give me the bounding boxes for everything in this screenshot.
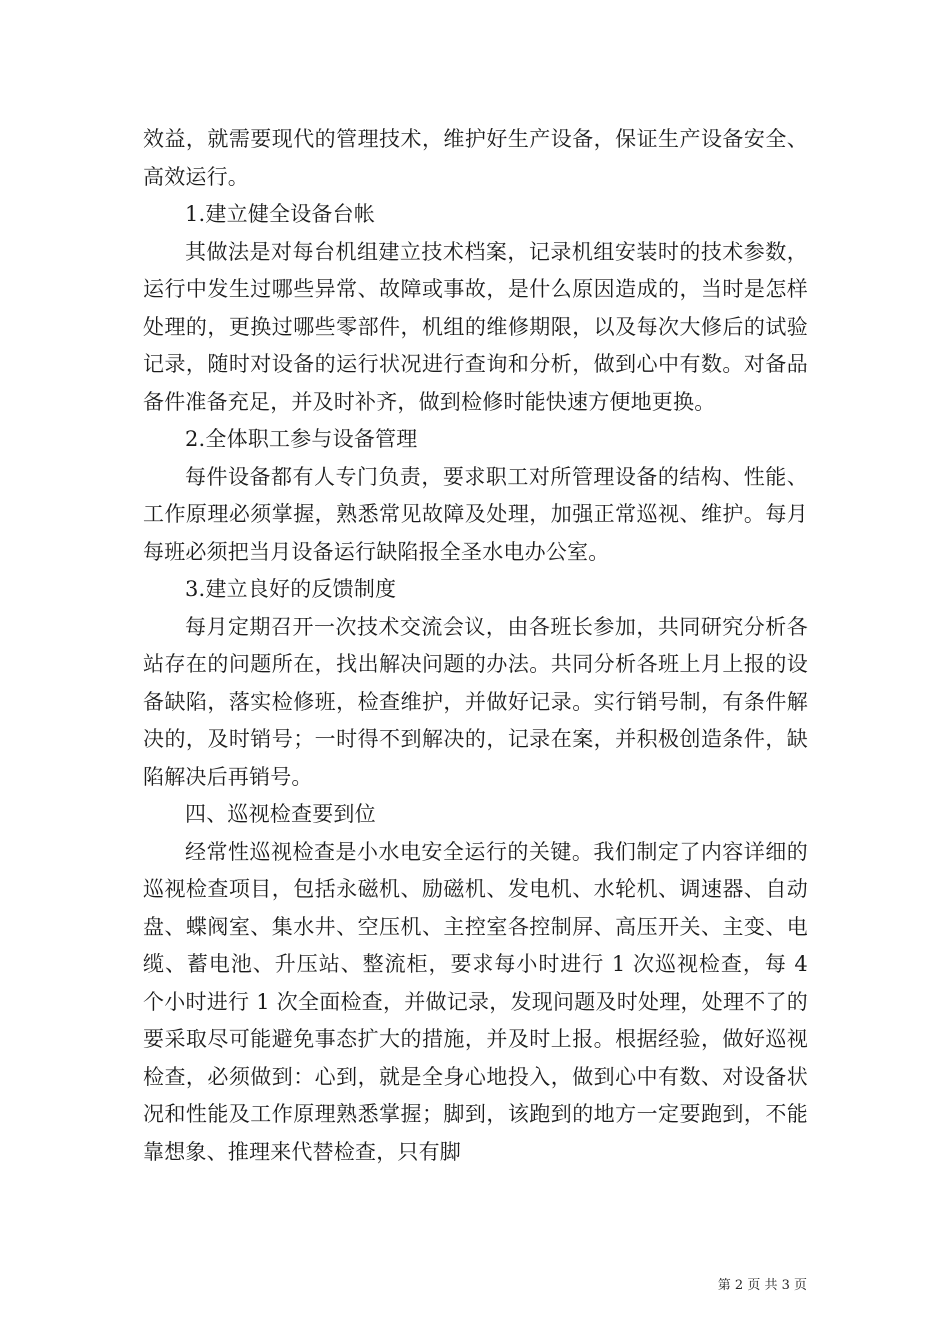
page-number: 第 2 页 共 3 页 (717, 1278, 807, 1293)
section-heading: 四、巡视检查要到位 (185, 802, 376, 826)
paragraph: 每件设备都有人专门负责，要求职工对所管理设备的结构、性能、工作原理必须掌握，熟悉常见故障及处理，加强正常巡视、维护。每月每班必须把当月设备运行缺陷报全圣水电办公室。 (143, 464, 808, 564)
section-heading: 3.建立良好的反馈制度 (185, 577, 397, 601)
document-body (143, 121, 808, 1171)
paragraph: 其做法是对每台机组建立技术档案，记录机组安装时的技术参数，运行中发生过哪些异常、故障或事故，是什么原因造成的，当时是怎样处理的，更换过哪些零部件，机组的维修期限，以及每次大修后的试验记录，随时对设备的运行状况进行查询和分析，做到心中有数。对备品备件准备充足，并及时补齐，做到检修时能快速方便地更换。 (143, 239, 808, 414)
section-heading: 1.建立健全设备台帐 (185, 202, 376, 226)
section-heading: 2.全体职工参与设备管理 (185, 427, 418, 451)
paragraph: 效益，就需要现代的管理技术，维护好生产设备，保证生产设备安全、高效运行。 (143, 127, 808, 189)
paragraph: 经常性巡视检查是小水电安全运行的关键。我们制定了内容详细的巡视检查项目，包括永磁机、励磁机、发电机、水轮机、调速器、自动盘、蝶阀室、集水井、空压机、主控室各控制屏、高压开关、主变、电缆、蓄电池、升压站、整流柜，要求每小时进行 1 次巡视检查，每 4 个小时进行 1 次全面检查，并做记录，发现问题及时处理，处理不了的要采取尽可能避免事态扩大的措施，并及时上报。根据经验，做好巡视检查，必须做到：心到，就是全身心地投入，做到心中有数、对设备状况和性能及工作原理熟悉掌握；脚到，该跑到的地方一定要跑到，不能靠想象、推理来代替检查，只有脚 (143, 839, 808, 1164)
paragraph: 每月定期召开一次技术交流会议，由各班长参加，共同研究分析各站存在的问题所在，找出解决问题的办法。共同分析各班上月上报的设备缺陷，落实检修班，检查维护，并做好记录。实行销号制，有条件解决的，及时销号；一时得不到解决的，记录在案，并积极创造条件，缺陷解决后再销号。 (143, 614, 808, 789)
